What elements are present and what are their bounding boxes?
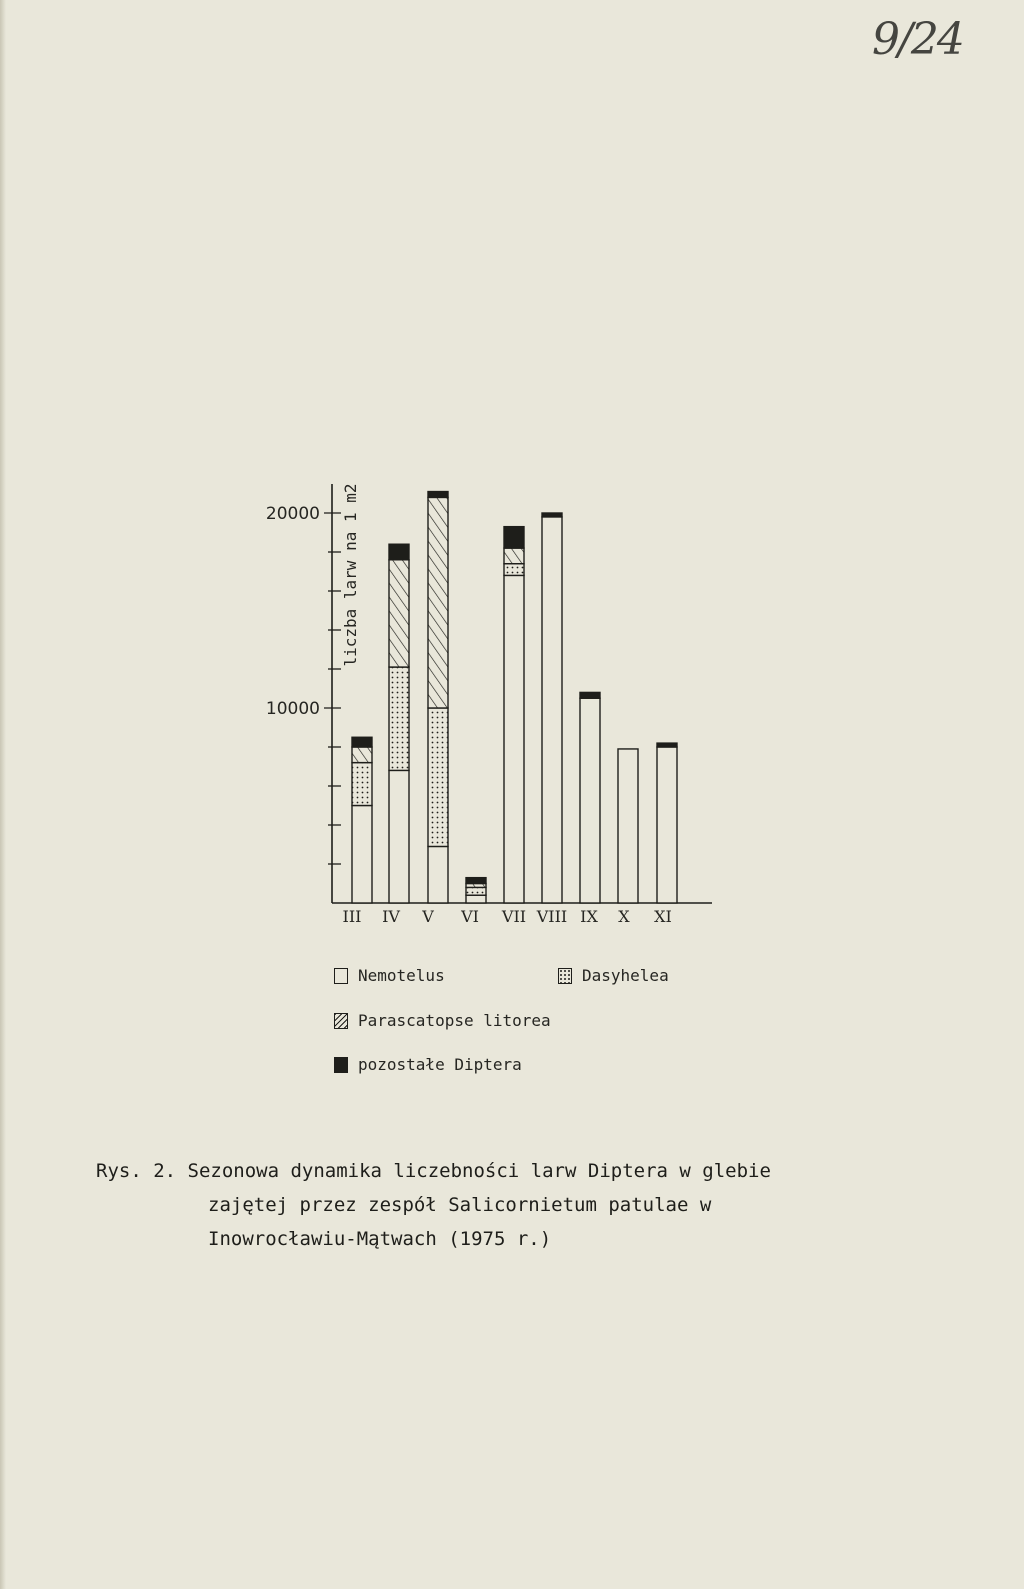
figure-caption — [96, 1154, 976, 1256]
bar-segment — [466, 887, 486, 895]
y-axis-label: liczba larw na 1 m2 — [341, 483, 360, 667]
x-tick-label: XI — [654, 907, 672, 926]
caption-line-2: zajętej przez zespół Salicornietum patulae w — [208, 1194, 712, 1216]
bar-segment — [352, 737, 372, 747]
caption-line-1: Rys. 2. Sezonowa dynamika liczebności larw Diptera w glebie — [96, 1160, 771, 1182]
x-tick-label: X — [618, 907, 630, 926]
bar-segment — [389, 667, 409, 770]
bar-segment — [389, 560, 409, 667]
bar-segment — [504, 564, 524, 576]
bar-segment — [352, 747, 372, 763]
legend-swatch-nemotelus — [334, 968, 348, 984]
legend-item-nemotelus — [334, 966, 445, 985]
bar-segment — [542, 513, 562, 517]
bar-segment — [428, 492, 448, 498]
x-tick-label: V — [422, 907, 434, 926]
bar-segment — [428, 708, 448, 846]
bar-segment — [504, 548, 524, 564]
legend-label-nemotelus: Nemotelus — [358, 966, 445, 985]
bar-segment — [504, 527, 524, 548]
y-tick-label: 10000 — [265, 699, 320, 719]
x-tick-label: VI — [461, 907, 479, 926]
bar-segment — [352, 763, 372, 806]
legend-label-parascatopse: Parascatopse litorea — [358, 1011, 551, 1030]
bar-segment — [352, 806, 372, 904]
bar-segment — [580, 692, 600, 698]
bars — [352, 492, 677, 903]
bar-segment — [389, 544, 409, 560]
legend-label-dasyhelea: Dasyhelea — [582, 966, 669, 985]
legend-item-parascatopse — [334, 1011, 551, 1030]
bar-segment — [466, 895, 486, 903]
legend-item-pozostale — [334, 1055, 522, 1074]
bar-segment — [428, 497, 448, 708]
bar-segment — [466, 878, 486, 884]
legend-label-pozostale: pozostałe Diptera — [358, 1055, 522, 1074]
bar-segment — [657, 747, 677, 903]
x-tick-label: IX — [580, 907, 598, 926]
legend-swatch-dasyhelea — [558, 968, 572, 984]
page-number: 9/24 — [872, 14, 963, 65]
bar-segment — [657, 743, 677, 747]
bar-segment — [618, 749, 638, 903]
bar-segment — [580, 698, 600, 903]
legend-swatch-parascatopse — [334, 1013, 348, 1029]
legend-swatch-pozostale — [334, 1057, 348, 1073]
legend — [334, 966, 754, 1086]
bar-segment — [542, 517, 562, 903]
x-tick-label: III — [342, 907, 362, 926]
x-tick-label: IV — [382, 907, 400, 926]
bar-segment — [389, 770, 409, 903]
legend-item-dasyhelea — [558, 966, 669, 985]
axis-labels — [266, 483, 672, 926]
caption-line-3: Inowrocławiu-Mątwach (1975 r.) — [208, 1228, 552, 1250]
x-tick-label: VII — [501, 907, 527, 926]
x-tick-label: VIII — [536, 907, 568, 926]
y-tick-label: 20000 — [265, 504, 320, 524]
bar-segment — [428, 846, 448, 903]
bar-segment — [504, 575, 524, 903]
